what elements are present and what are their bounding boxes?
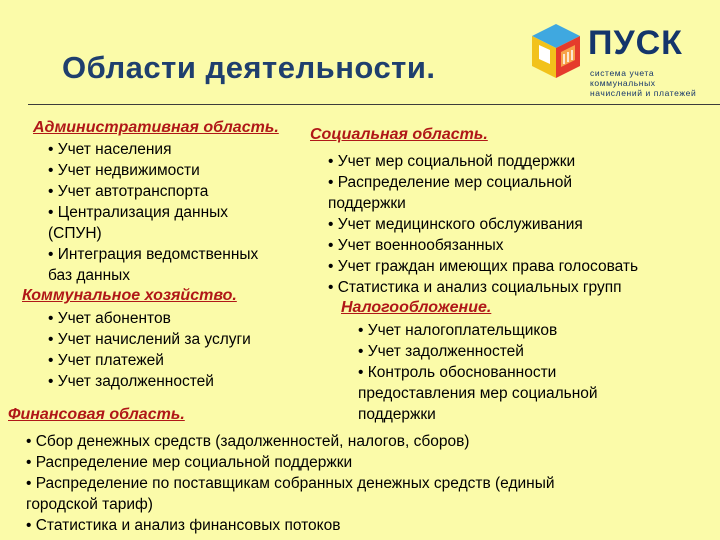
list-item: • Учет мер социальной поддержки [328, 151, 718, 172]
list-item [26, 473, 706, 515]
administrative-list [48, 139, 318, 286]
list-item-line: Контроль обоснованности [367, 364, 557, 381]
list-item: • Учет населения [48, 139, 318, 160]
list-item [328, 172, 718, 214]
list-item: • Статистика и анализ финансовых потоков [26, 515, 706, 536]
list-item-line: предоставления мер социальной [358, 385, 598, 402]
list-item-line: Распределение мер социальной [337, 174, 573, 191]
taxation-list [358, 320, 688, 425]
list-item-line: Распределение по поставщикам собранных денежных средств (единый [35, 475, 555, 492]
cube-logo-icon [528, 20, 584, 84]
administrative-heading: Административная область. [33, 119, 279, 136]
page-title: Области деятельности. [62, 50, 436, 85]
list-item: • Учет недвижимости [48, 160, 318, 181]
list-item [48, 244, 318, 286]
title-divider [28, 104, 720, 105]
communal-list [48, 308, 338, 392]
logo-tagline [590, 68, 720, 98]
list-item: • Распределение мер социальной поддержки [26, 452, 706, 473]
list-item: • Учет платежей [48, 350, 338, 371]
list-item: • Учет задолженностей [48, 371, 338, 392]
list-item: • Учет налогоплательщиков [358, 320, 688, 341]
list-item [358, 362, 688, 425]
list-item [48, 202, 318, 244]
list-item: • Учет задолженностей [358, 341, 688, 362]
list-item-line: поддержки [358, 406, 436, 423]
social-heading: Социальная область. [310, 126, 488, 143]
list-item-line: Интеграция ведомственных [57, 246, 259, 263]
social-list [328, 151, 718, 298]
list-item: • Учет граждан имеющих права голосовать [328, 256, 718, 277]
list-item-line: баз данных [48, 267, 131, 284]
list-item: • Учет автотранспорта [48, 181, 318, 202]
pusk-logo [528, 20, 718, 100]
logo-tagline-line: начислений и платежей [590, 88, 697, 98]
list-item-line: городской тариф) [26, 496, 153, 513]
list-item-line: Централизация данных [57, 204, 229, 221]
taxation-heading: Налогообложение. [341, 299, 492, 316]
logo-tagline-line: система учета коммунальных [590, 68, 656, 88]
list-item: • Статистика и анализ социальных групп [328, 277, 718, 298]
list-item-line: поддержки [328, 195, 406, 212]
list-item: • Учет медицинского обслуживания [328, 214, 718, 235]
financial-heading: Финансовая область. [8, 406, 185, 423]
list-item: • Учет военнообязанных [328, 235, 718, 256]
list-item: • Сбор денежных средств (задолженностей, налогов, сборов) [26, 431, 706, 452]
list-item: • Учет начислений за услуги [48, 329, 338, 350]
financial-list [26, 431, 706, 536]
list-item: • Учет абонентов [48, 308, 338, 329]
logo-name: ПУСК [588, 24, 683, 62]
communal-heading: Коммунальное хозяйство. [22, 287, 237, 304]
list-item-line: (СПУН) [48, 225, 102, 242]
